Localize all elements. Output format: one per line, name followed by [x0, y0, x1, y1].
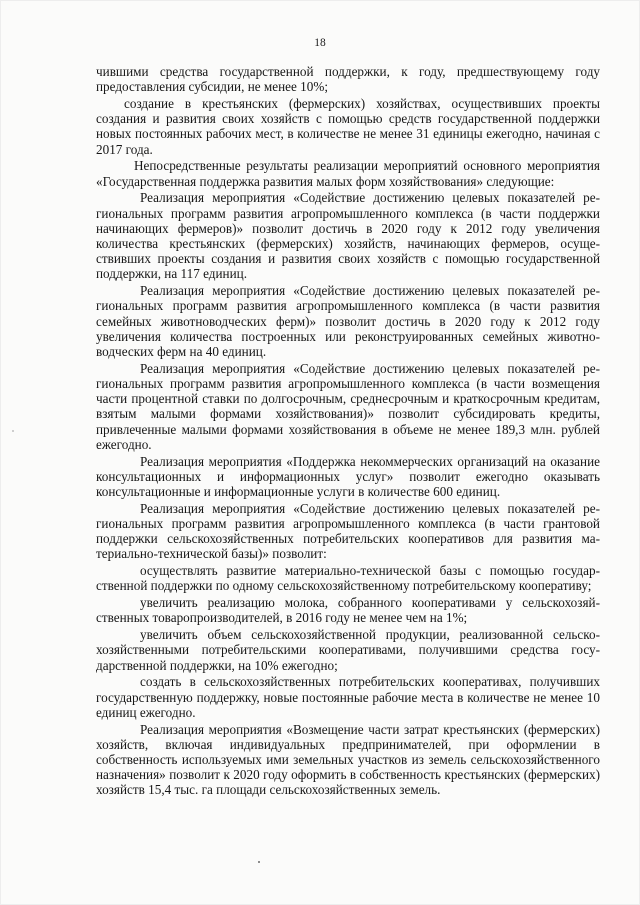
paragraph-7: Реализация мероприятия «Поддержка некоммерческих организаций на оказание консультационных и информационных услуг» позволит ежегодно оказывать консультационные и информационные услуги в количестве 600 единиц. — [96, 453, 600, 500]
scan-speck — [258, 861, 260, 863]
paragraph-1: чившими средства государственной поддержки, к году, предшествующему году предоставления субсидии, не менее 10%; — [96, 64, 600, 95]
document-body — [96, 64, 600, 799]
paragraph-10: увеличить реализацию молока, собранного кооперативами у сельскохозяйственных товаропроизводителей, в 2016 году не менее чем на 1%; — [96, 595, 600, 626]
paragraph-13: Реализация мероприятия «Возмещение части затрат крестьянских (фермерских) хозяйств, включая индивидуальных предпринимателей, при оформлении в собственность используемых ими земельных участков из земель сельскохозяйственного назначения» позволит к 2020 году оформить в собственность крестьянских (фермерских) хозяйств 15,4 тыс. га площади сельскохозяйственных земель. — [96, 721, 600, 798]
paragraph-3: Непосредственные результаты реализации мероприятий основного мероприятия «Государственная поддержка развития малых форм хозяйствования» следующие: — [96, 158, 600, 189]
paragraph-9: осуществлять развитие материально-технической базы с помощью государственной поддержки по одному сельскохозяйственному потребительскому кооперативу; — [96, 563, 600, 594]
paragraph-6: Реализация мероприятия «Содействие достижению целевых показателей региональных программ развития агропромышленного комплекса (в части возмещения части процентной ставки по долгосрочным, среднесрочным и краткосрочным кредитам, взятым малыми формами хозяйствования)» позволит субсидировать кредиты, привлеченные малыми формами хозяйствования в объеме не менее 189,3 млн. рублей ежегодно. — [96, 360, 600, 452]
paragraph-2: создание в крестьянских (фермерских) хозяйствах, осуществивших проекты создания и развития своих хозяйств с помощью средств государственной поддержки новых постоянных рабочих мест, в количестве не менее 31 единицы ежегодно, начиная с 2017 года. — [96, 96, 600, 157]
page-number: 18 — [314, 37, 326, 49]
paragraph-11: увеличить объем сельскохозяйственной продукции, реализованной сельскохозяйственными потребительскими кооперативами, получившими средства государственной поддержки, на 10% ежегодно; — [96, 627, 600, 673]
paragraph-5: Реализация мероприятия «Содействие достижению целевых показателей региональных программ развития агропромышленного комплекса (в части развития семейных животноводческих ферм)» позволит достичь в 2020 году к 2012 году увеличения количества построенных или реконструированных семейных животноводческих ферм на 40 единиц. — [96, 283, 600, 360]
paragraph-12: создать в сельскохозяйственных потребительских кооперативах, получивших государственную поддержку, новые постоянные рабочие места в количестве не менее 10 единиц ежегодно. — [96, 674, 600, 720]
paragraph-4: Реализация мероприятия «Содействие достижению целевых показателей региональных программ развития агропромышленного комплекса (в части поддержки начинающих фермеров)» позволит достичь в 2020 году к 2012 году увеличения количества крестьянских (фермерских) хозяйств, начинающих фермеров, осуществивших проекты создания и развития своих хозяйств с помощью государственной поддержки, на 117 единиц. — [96, 190, 600, 282]
scan-speck — [12, 430, 14, 432]
paragraph-8: Реализация мероприятия «Содействие достижению целевых показателей региональных программ развития агропромышленного комплекса (в части грантовой поддержки сельскохозяйственных потребительских кооперативов для развития материально-технической базы)» позволит: — [96, 500, 600, 562]
